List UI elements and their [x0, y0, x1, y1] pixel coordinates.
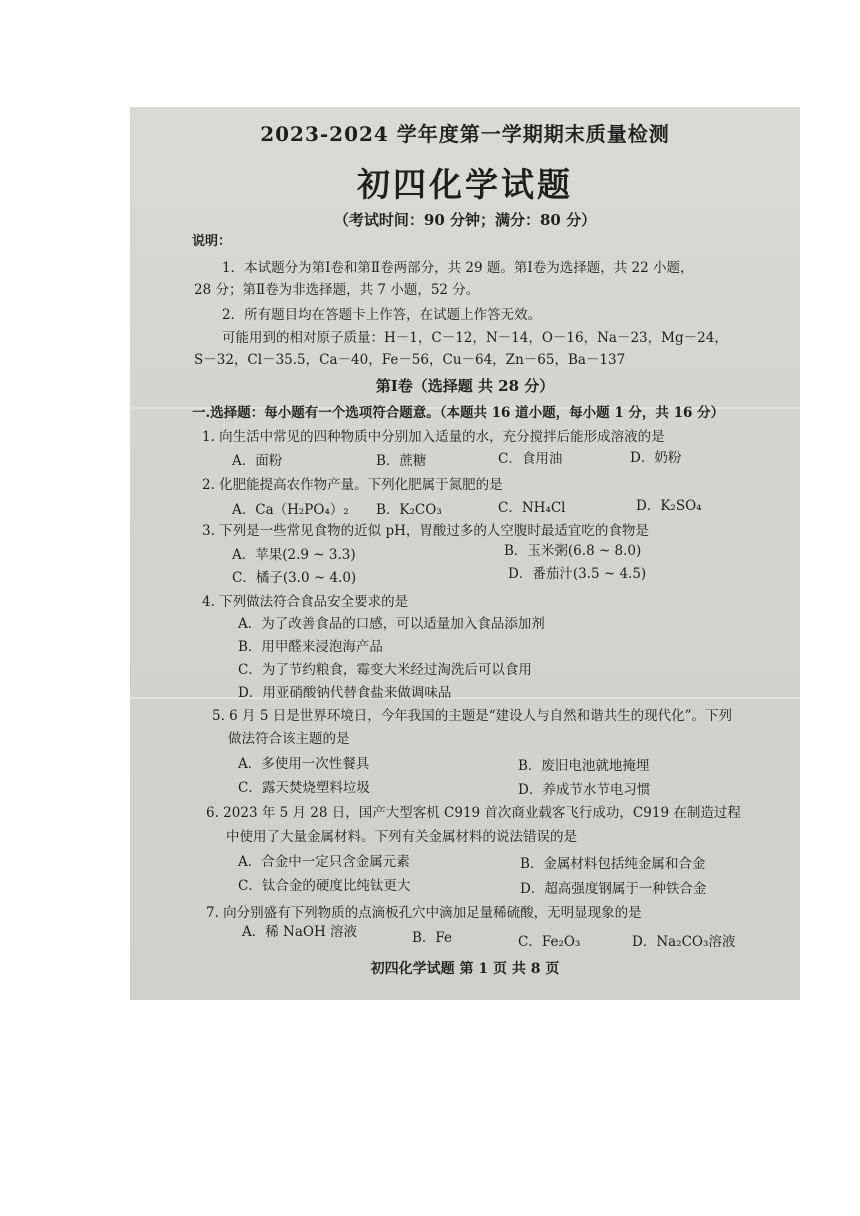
question-7-option-b: B．Fe [412, 930, 453, 946]
question-1-option-a: A．面粉 [232, 453, 283, 469]
question-2-option-d: D．K₂SO₄ [636, 498, 702, 514]
section-1-heading: 一.选择题：每小题有一个选项符合题意。（本题共 16 道小题，每小题 1 分，共 16 分） [192, 405, 725, 421]
question-2-stem: 2. 化肥能提高农作物产量。下列化肥属于氮肥的是 [202, 477, 503, 493]
question-7-stem: 7. 向分别盛有下列物质的点滴板孔穴中滴加足量稀硫酸，无明显现象的是 [206, 905, 642, 921]
question-1-option-b: B．蔗糖 [376, 453, 427, 469]
question-6-stem: 6. 2023 年 5 月 28 日，国产大型客机 C919 首次商业载客飞行成功，C919 在制造过程 [206, 805, 741, 821]
question-5-option-d: D．养成节水节电习惯 [518, 782, 651, 798]
note-1-line-2: 28 分；第Ⅱ卷为非选择题，共 7 小题，52 分。 [194, 282, 480, 298]
question-2-option-b: B．K₂CO₃ [376, 502, 442, 518]
question-5-option-a: A．多使用一次性餐具 [238, 756, 370, 772]
page-footer: 初四化学试题 第 1 页 共 8 页 [370, 961, 560, 977]
question-3-option-b: B．玉米粥(6.8 ~ 8.0) [504, 543, 642, 559]
question-3-stem: 3. 下列是一些常见食物的近似 pH，胃酸过多的人空腹时最适宜吃的食物是 [202, 523, 649, 539]
question-6-option-b: B．金属材料包括纯金属和合金 [520, 856, 706, 872]
question-5-option-b: B．废旧电池就地掩埋 [518, 758, 650, 774]
question-6-option-a: A．合金中一定只含金属元素 [238, 854, 410, 870]
question-7-option-a: A．稀 NaOH 溶液 [242, 924, 358, 940]
question-1-option-d: D．奶粉 [630, 450, 682, 466]
question-3-option-a: A．苹果(2.9 ~ 3.3) [232, 547, 356, 563]
note-2: 2．所有题目均在答题卡上作答，在试题上作答无效。 [222, 307, 542, 323]
atomic-mass-line-2: S－32，Cl－35.5，Ca－40，Fe－56，Cu－64，Zn－65，Ba－137 [194, 352, 626, 368]
question-2-option-a: A．Ca（H₂PO₄）₂ [232, 502, 349, 518]
exam-title: 初四化学试题 [357, 165, 573, 204]
question-5-stem-line-2: 做法符合该主题的是 [228, 731, 350, 747]
question-4-option-d: D．用亚硝酸钠代替食盐来做调味品 [238, 685, 452, 701]
question-4-stem: 4. 下列做法符合食品安全要求的是 [202, 594, 409, 610]
question-5-option-c: C．露天焚烧塑料垃圾 [238, 780, 370, 796]
question-7-option-c: C．Fe₂O₃ [518, 934, 581, 950]
question-2-option-c: C．NH₄Cl [498, 500, 566, 516]
notes-label: 说明： [192, 234, 232, 249]
note-1-line-1: 1．本试题分为第Ⅰ卷和第Ⅱ卷两部分，共 29 题。第Ⅰ卷为选择题，共 22 小题， [222, 260, 694, 276]
question-4-option-b: B．用甲醛来浸泡海产品 [238, 639, 383, 655]
question-3-option-d: D．番茄汁(3.5 ~ 4.5) [508, 566, 647, 582]
question-3-option-c: C．橘子(3.0 ~ 4.0) [232, 570, 357, 586]
question-5-stem: 5. 6 月 5 日是世界环境日，今年我国的主题是“建设人与自然和谐共生的现代化”。下列 [212, 708, 733, 724]
question-4-option-c: C．为了节约粮食，霉变大米经过淘洗后可以食用 [238, 662, 532, 678]
question-6-stem-line-2: 中使用了大量金属材料。下列有关金属材料的说法错误的是 [226, 829, 577, 845]
exam-photo [130, 107, 800, 1000]
question-1-option-c: C．食用油 [498, 451, 563, 467]
exam-heading: 2023-2024 学年度第一学期期末质量检测 [260, 122, 670, 146]
question-6-option-d: D．超高强度钢属于一种铁合金 [520, 881, 707, 897]
question-4-option-a: A．为了改善食品的口感，可以适量加入食品添加剂 [238, 616, 545, 632]
question-6-option-c: C．钛合金的硬度比纯钛更大 [238, 878, 411, 894]
part-1-title: 第Ⅰ卷（选择题 共 28 分） [375, 377, 555, 395]
exam-info: （考试时间：90 分钟；满分：80 分） [333, 211, 597, 229]
atomic-mass-line-1: 可能用到的相对原子质量：H－1，C－12，N－14，O－16，Na－23，Mg－24， [222, 330, 728, 346]
question-1-stem: 1. 向生活中常见的四种物质中分别加入适量的水，充分搅拌后能形成溶液的是 [202, 429, 665, 445]
question-7-option-d: D．Na₂CO₃溶液 [632, 934, 736, 950]
paper-fold-line [130, 697, 800, 699]
